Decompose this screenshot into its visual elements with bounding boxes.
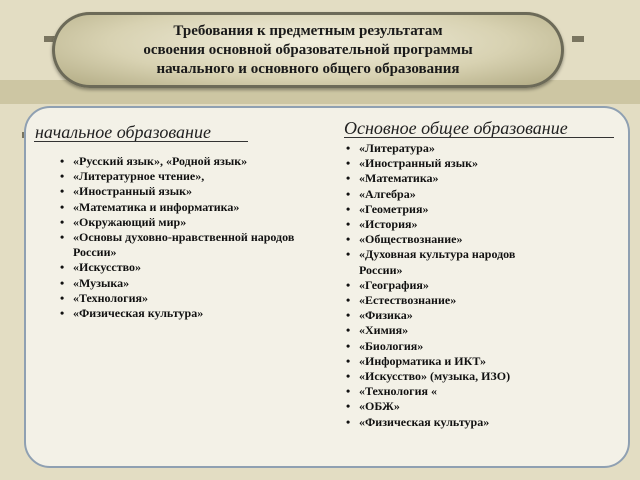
list-item: • «Искусство» (58, 260, 298, 275)
list-item: • «Иностранный язык» (344, 156, 594, 171)
list-item: • «Духовная культура народов России» (344, 247, 594, 277)
primary-subjects-list (58, 154, 298, 321)
basic-education-heading: Основное общее образование (344, 118, 568, 138)
list-item: • «Музыка» (58, 276, 298, 291)
list-item: • «Технология « (344, 384, 594, 399)
list-item: • «Химия» (344, 323, 594, 338)
list-item: • «Обществознание» (344, 232, 594, 247)
list-item: • «Литературное чтение», (58, 169, 298, 184)
list-item: • «Физическая культура» (58, 306, 298, 321)
basic-heading-underline (344, 137, 614, 138)
list-item: • «История» (344, 217, 594, 232)
list-item: • «География» (344, 278, 594, 293)
primary-heading-underline (34, 141, 248, 142)
list-item: • «Алгебра» (344, 187, 594, 202)
list-item: • «Окружающий мир» (58, 215, 298, 230)
list-item: • «Иностранный язык» (58, 184, 298, 199)
basic-subjects-list (344, 141, 594, 430)
primary-education-heading: начальное образование (35, 122, 211, 142)
list-item: • «Биология» (344, 339, 594, 354)
page-title: Требования к предметным результатам освоения основной образовательной программы начального и основного общего образования (143, 22, 473, 77)
decorative-square (572, 36, 584, 42)
list-item: • «Естествознание» (344, 293, 594, 308)
list-item: • «Русский язык», «Родной язык» (58, 154, 298, 169)
list-item: • «Математика» (344, 171, 594, 186)
list-item: • «Физическая культура» (344, 415, 594, 430)
list-item: • «Литература» (344, 141, 594, 156)
list-item: • «Информатика и ИКТ» (344, 354, 594, 369)
list-item: • «Искусство» (музыка, ИЗО) (344, 369, 594, 384)
list-item: • «ОБЖ» (344, 399, 594, 414)
list-item: • «Основы духовно-нравственной народов России» (58, 230, 298, 260)
title-banner (52, 12, 564, 88)
list-item: • «Математика и информатика» (58, 200, 298, 215)
list-item: • «Технология» (58, 291, 298, 306)
list-item: • «Геометрия» (344, 202, 594, 217)
list-item: • «Физика» (344, 308, 594, 323)
